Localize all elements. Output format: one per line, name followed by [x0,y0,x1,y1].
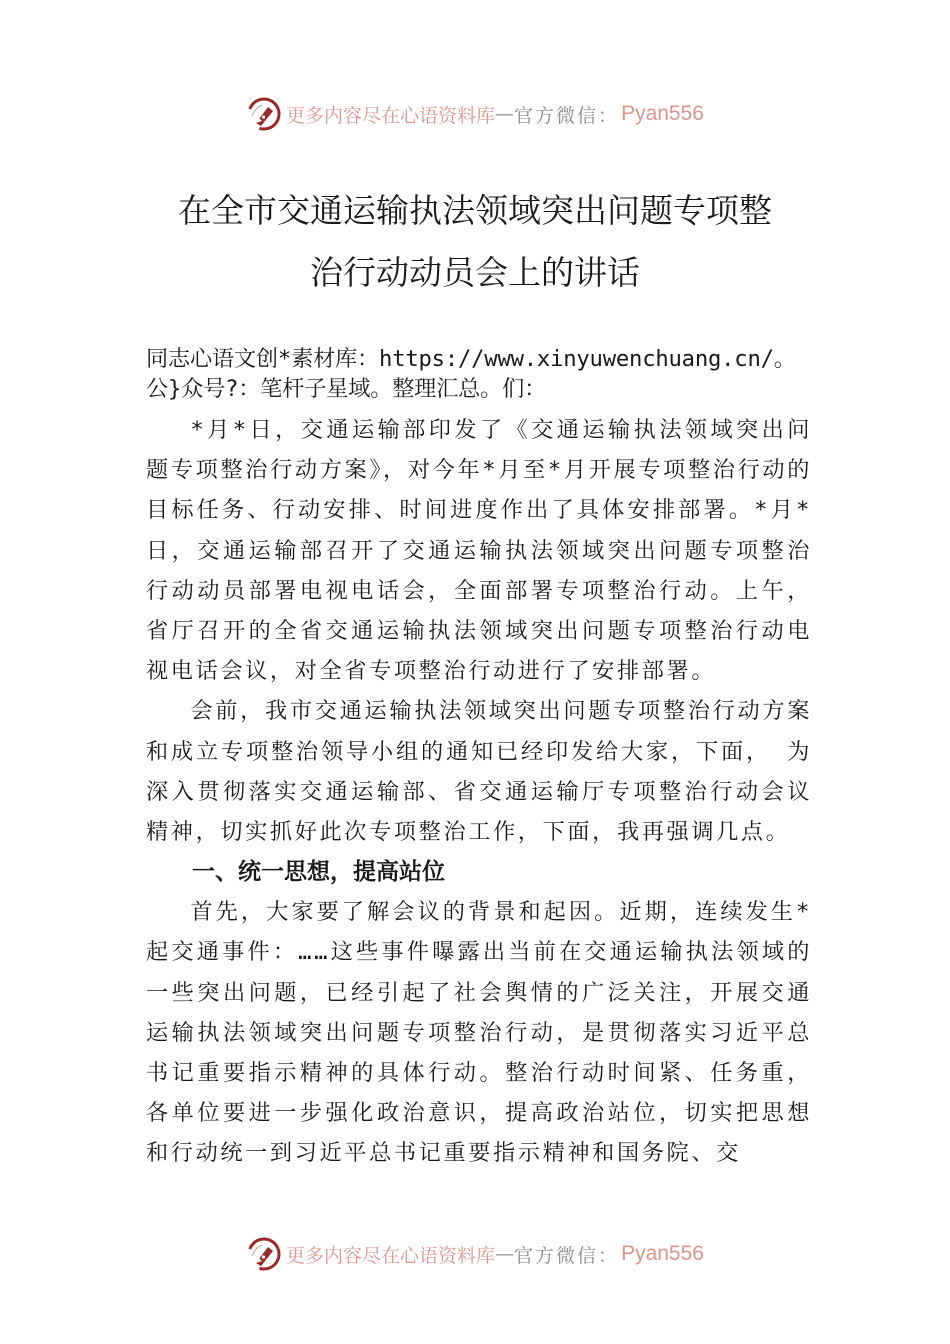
paragraph-2: 会前，我市交通运输执法领域突出问题专项整治行动方案和成立专项整治领导小组的通知已经印发给大家，下面， 为深入贯彻落实交通运输部、省交通运输厅专项整治行动会议精神，切实抓好此次专项整治工作，下面，我再强调几点。 [146,698,812,846]
separator-dash: — [495,1243,515,1265]
wechat-id: Pyan556 [621,102,704,125]
wechat-label: 官方微信： [514,104,620,127]
header-watermark-banner [0,92,950,136]
separator-dash: — [495,103,515,125]
wechat-id: Pyan556 [621,1242,704,1265]
section-paragraph-1: 首先，大家要了解会议的背景和起因。近期，连续发生*起交通事件：……这些事件曝露出当前在交通运输执法领域的一些突出问题，已经引起了社会舆情的广泛关注，开展交通运输执法领域突出问题专项整治行动，是贯彻落实习近平总书记重要指示精神的具体行动。整治行动时间紧、任务重，各单位要进一步强化政治意识，提高政治站位，切实把思想和行动统一到习近平总书记重要指示精神和国务院、交 [146,899,812,1167]
promo-text: 更多内容尽在心语资料库 [286,104,496,127]
paragraph-1: *月*日，交通运输部印发了《交通运输执法领域突出问题专项整治行动方案》，对今年*月至*月开展专项整治行动的目标任务、行动安排、时间进度作出了具体安排部署。*月*日，交通运输部召开了交通运输执法领域突出问题专项整治行动动员部署电视电话会，全面部署专项整治行动。上午，省厅召开的全省交通运输执法领域突出问题专项整治行动电视电话会议，对全省专项整治行动进行了安排部署。 [146,417,812,685]
pen-nib-logo-icon [246,96,282,132]
pen-nib-logo-icon [246,1236,282,1272]
wechat-label: 官方微信： [514,1244,620,1267]
footer-watermark-banner [0,1232,950,1276]
title-line-2: 治行动动员会上的讲话 [310,253,640,292]
document-body [146,344,812,1174]
source-line-1: 同志心语文创*素材库：https://www.xinyuwenchuang.cn/。 [146,346,796,372]
promo-text: 更多内容尽在心语资料库 [286,1244,496,1267]
section-heading-1: 一、统一思想，提高站位 [192,859,445,886]
document-title [0,180,950,304]
source-line-2: 公}众号?：笔杆子星域。整理汇总。们： [146,376,547,402]
title-line-1: 在全市交通运输执法领域突出问题专项整 [178,191,772,230]
